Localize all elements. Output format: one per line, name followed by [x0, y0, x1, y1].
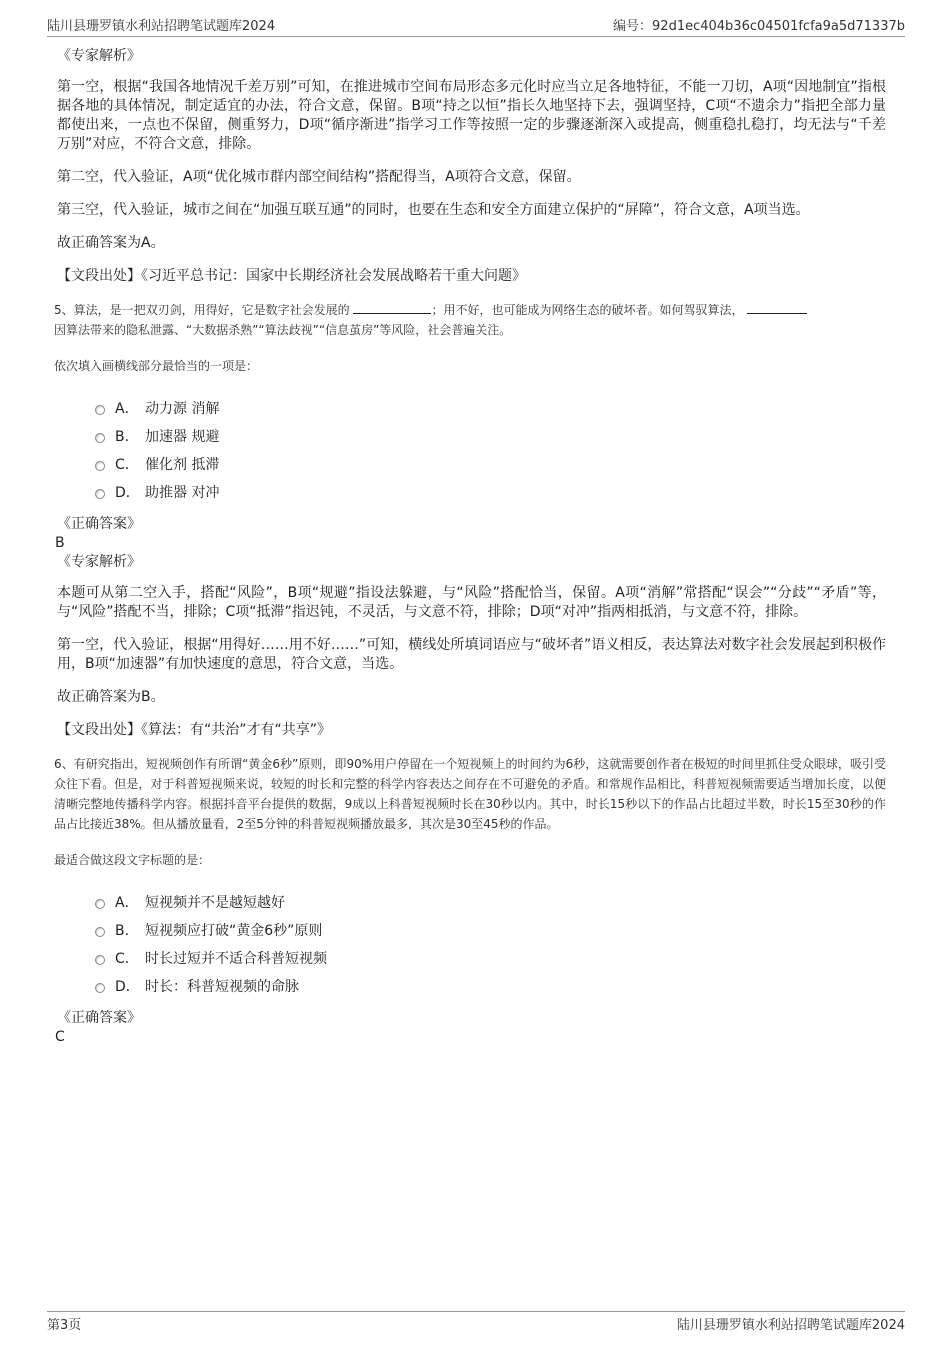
radio-icon[interactable] [95, 983, 105, 993]
option-letter: A． [115, 401, 139, 417]
option-letter: C． [115, 457, 139, 473]
header-title: 陆川县珊罗镇水利站招聘笔试题库2024 [47, 19, 276, 34]
option-d[interactable] [95, 972, 886, 1000]
option-text: 时长：科普短视频的命脉 [145, 979, 299, 995]
option-letter: D． [115, 979, 140, 995]
question-5-text [54, 300, 886, 340]
question-6-text: 6、有研究指出，短视频创作有所谓“黄金6秒”原则，即90%用户停留在一个短视频上的时间约为6秒，这就需要创作者在极短的时间里抓住受众眼球，吸引受众往下看。但是，对于科普短视频来说，较短的时长和完整的科学内容表达之间存在不可避免的矛盾。和常规作品相比，科普短视频需要适当增加长度，以便清晰完整地传播科学内容。根据抖音平台提供的数据，9成以上科普短视频时长在30秒以内。其中，时长15秒以下的作品占比超过半数，时长15至30秒的作品占比接近38%。但从播放量看，2至5分钟的科普短视频播放最多，其次是30至45秒的作品。 [54, 757, 886, 831]
correct-answer-value: B [55, 535, 65, 551]
analysis-paragraph: 第一空，根据“我国各地情况千差万别”可知，在推进城市空间布局形态多元化时应当立足各地特征，不能一刀切，A项“因地制宜”指根据各地的具体情况，制定适宜的办法，符合文意，保留。B项“持之以恒”指长久地坚持下去，强调坚持，C项“不遗余力”指把全部力量都使出来，一点也不保留，侧重努力，D项“循序渐进”指学习工作等按照一定的步骤逐渐深入或提高，侧重稳扎稳打，均无法与“千差万别”对应，不符合文意，排除。 [57, 79, 886, 152]
q5-text-part2: ；用不好，也可能成为网络生态的破坏者。如何驾驭算法， [431, 303, 744, 317]
option-text: 短视频并不是越短越好 [145, 895, 285, 911]
analysis-paragraph: 本题可从第二空入手，搭配“风险”，B项“规避”指设法躲避，与“风险”搭配恰当，保留。A项“消解”常搭配“误会”“分歧”“矛盾”等，与“风险”搭配不当，排除；C项“抵滞”指迟钝，不灵活，与文意不符，排除；D项“对冲”指两相抵消，与文意不符，排除。 [57, 585, 886, 620]
option-letter: A． [115, 895, 139, 911]
source-citation: 【文段出处】《算法：有“共治”才有“共享”》 [57, 722, 332, 738]
analysis-paragraph: 第三空，代入验证，城市之间在“加强互联互通”的同时，也要在生态和安全方面建立保护的“屏障”，符合文意，A项当选。 [57, 202, 810, 218]
correct-answer-label: 《正确答案》 [57, 1010, 141, 1026]
fill-blank-1 [353, 301, 431, 314]
option-text: 动力源 消解 [145, 401, 220, 417]
radio-icon[interactable] [95, 433, 105, 443]
page-content [54, 46, 886, 1046]
option-text: 助推器 对冲 [145, 485, 220, 501]
analysis-paragraph: 第二空，代入验证，A项“优化城市群内部空间结构”搭配得当，A项符合文意，保留。 [57, 169, 581, 185]
footer-title: 陆川县珊罗镇水利站招聘笔试题库2024 [676, 1318, 905, 1333]
correct-answer-value: C [55, 1029, 65, 1045]
analysis-paragraph: 第一空，代入验证，根据“用得好……用不好……”可知，横线处所填词语应与“破坏者”语义相反，表达算法对数字社会发展起到积极作用，B项“加速器”有加快速度的意思，符合文意，当选。 [57, 637, 886, 672]
option-d[interactable] [95, 478, 886, 506]
page-header [47, 12, 905, 37]
option-letter: C． [115, 951, 139, 967]
radio-icon[interactable] [95, 955, 105, 965]
option-letter: B． [115, 923, 139, 939]
source-citation: 【文段出处】《习近平总书记：国家中长期经济社会发展战略若干重大问题》 [57, 268, 526, 284]
analysis-paragraph: 故正确答案为B。 [57, 689, 165, 705]
radio-icon[interactable] [95, 489, 105, 499]
document-id: 编号：92d1ec404b36c04501fcfa9a5d71337b [613, 19, 905, 34]
option-text: 催化剂 抵滞 [145, 457, 220, 473]
option-c[interactable] [95, 450, 886, 478]
radio-icon[interactable] [95, 405, 105, 415]
option-a[interactable] [95, 394, 886, 422]
option-b[interactable] [95, 916, 886, 944]
option-a[interactable] [95, 888, 886, 916]
page-number: 第3页 [47, 1318, 82, 1333]
option-letter: D． [115, 485, 140, 501]
option-b[interactable] [95, 422, 886, 450]
q5-text-part1: 5、算法，是一把双刃剑，用得好，它是数字社会发展的 [54, 303, 350, 317]
option-text: 加速器 规避 [145, 429, 220, 445]
expert-analysis-label: 《专家解析》 [57, 48, 141, 64]
expert-analysis-label: 《专家解析》 [57, 554, 141, 570]
option-text: 短视频应打破“黄金6秒”原则 [145, 923, 323, 939]
q5-text-part3: 因算法带来的隐私泄露、“大数据杀熟”“算法歧视”“信息茧房”等风险，社会普遍关注。 [54, 323, 512, 337]
analysis-paragraph: 故正确答案为A。 [57, 235, 165, 251]
radio-icon[interactable] [95, 899, 105, 909]
question-5-options [95, 394, 886, 506]
option-c[interactable] [95, 944, 886, 972]
page-footer [47, 1311, 905, 1336]
question-5-prompt: 依次填入画横线部分最恰当的一项是： [54, 359, 259, 373]
option-letter: B． [115, 429, 139, 445]
radio-icon[interactable] [95, 461, 105, 471]
correct-answer-label: 《正确答案》 [57, 516, 141, 532]
radio-icon[interactable] [95, 927, 105, 937]
question-6-prompt: 最适合做这段文字标题的是： [54, 853, 211, 867]
fill-blank-2 [747, 301, 807, 314]
option-text: 时长过短并不适合科普短视频 [145, 951, 327, 967]
question-6-options [95, 888, 886, 1000]
